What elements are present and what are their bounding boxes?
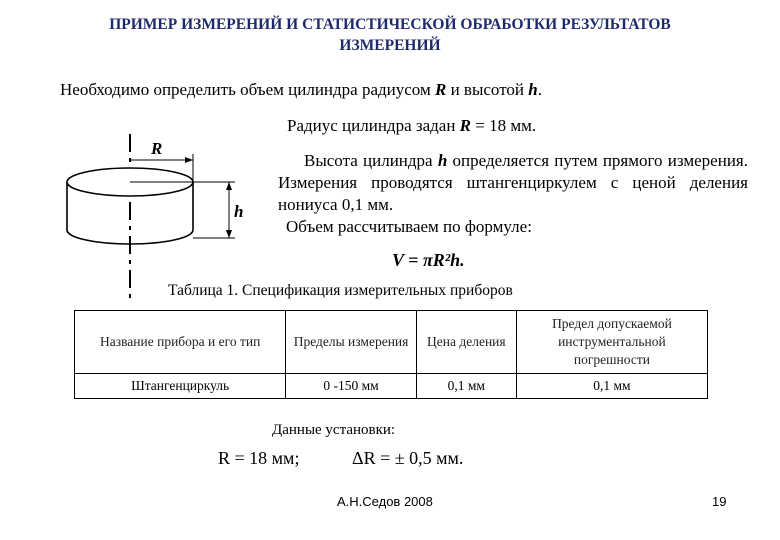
description-paragraph xyxy=(278,150,748,238)
setup-radius-value: R = 18 мм; xyxy=(218,448,300,468)
setup-label: Данные установки: xyxy=(272,422,396,438)
page-number: 19 xyxy=(712,494,727,509)
instrument-spec-table xyxy=(74,310,708,399)
table-header-cell: Пределы измерения xyxy=(286,311,416,374)
table-header-cell: Предел допускаемой инструментальной погрешности xyxy=(516,311,707,374)
volume-formula: V = πR²h. xyxy=(392,250,465,270)
height-arrow-bottom xyxy=(226,230,232,238)
footer-author: А.Н.Седов 2008 xyxy=(337,494,433,509)
table-cell: Штангенциркуль xyxy=(75,374,286,399)
table-cell: 0,1 мм xyxy=(516,374,707,399)
cylinder-diagram xyxy=(55,130,280,305)
description-line2: Объем рассчитываем по формуле: xyxy=(286,217,532,236)
radius-text: Радиус цилиндра задан R = 18 мм. xyxy=(287,116,537,135)
slide-title-line2: ИЗМЕРЕНИЙ xyxy=(339,37,441,54)
setup-radius-error: ΔR = ± 0,5 мм. xyxy=(352,448,464,468)
table-cell: 0,1 мм xyxy=(416,374,516,399)
radius-label: R xyxy=(151,139,163,158)
table-row xyxy=(75,374,708,399)
slide-title xyxy=(0,14,780,56)
table-cell: 0 -150 мм xyxy=(286,374,416,399)
slide-title-line1: ПРИМЕР ИЗМЕРЕНИЙ И СТАТИСТИЧЕСКОЙ ОБРАБОТКИ РЕЗУЛЬТАТОВ xyxy=(109,16,671,33)
table-header-cell: Цена деления xyxy=(416,311,516,374)
description-line1: Высота цилиндра h определяется путем прямого измерения. Измерения проводятся штангенциркулем с ценой деления нониуса 0,1 мм. xyxy=(278,151,748,214)
height-arrow-top xyxy=(226,182,232,190)
table-header-cell: Название прибора и его тип xyxy=(75,311,286,374)
table-header-row xyxy=(75,311,708,374)
table-caption: Таблица 1. Спецификация измерительных приборов xyxy=(168,282,513,299)
height-label: h xyxy=(234,202,244,221)
radius-arrow xyxy=(185,157,193,163)
intro-text: Необходимо определить объем цилиндра радиусом R и высотой h. xyxy=(60,80,542,99)
